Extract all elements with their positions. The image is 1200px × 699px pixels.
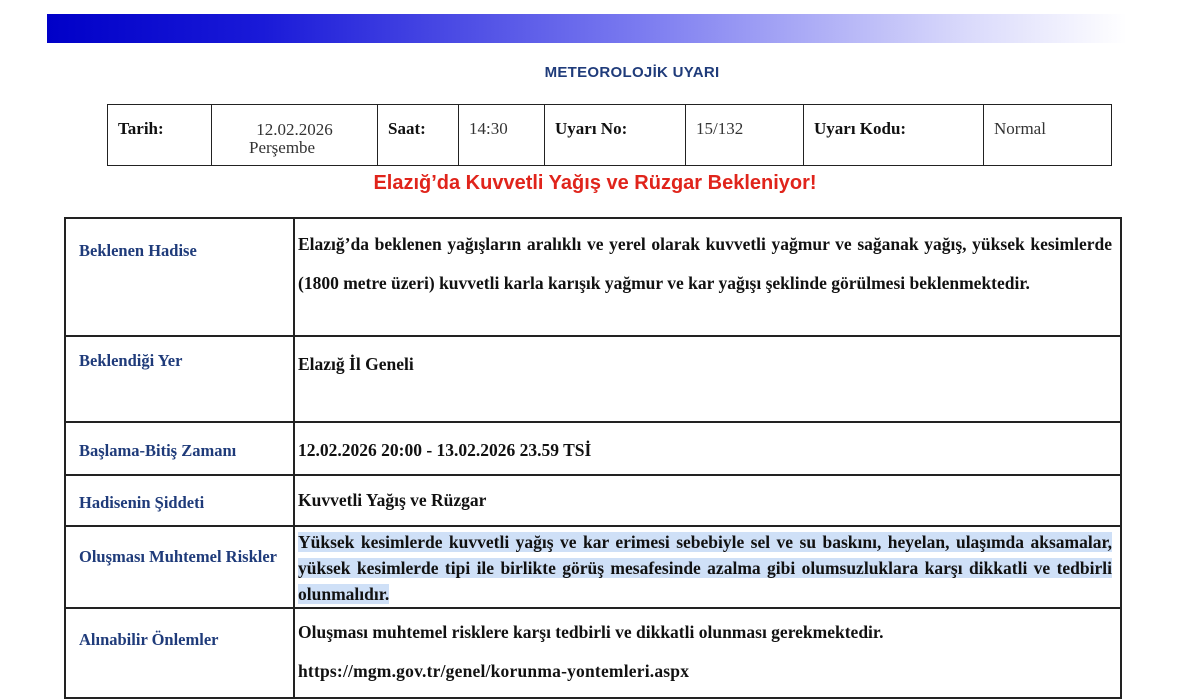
warning-headline: Elazığ’da Kuvvetli Yağış ve Rüzgar Bekleniyor! <box>373 172 817 194</box>
table-row <box>65 608 1121 698</box>
warning-code-label: Uyarı Kodu: <box>804 105 984 166</box>
date-text: 12.02.2026 <box>256 120 333 139</box>
possible-risks-value <box>294 526 1121 608</box>
possible-risks-label: Oluşması Muhtemel Riskler <box>65 526 294 608</box>
expected-event-value: Elazığ’da beklenen yağışların aralıklı ve yerel olarak kuvvetli yağmur ve sağanak yağış, yüksek kesimlerde (1800 metre üzeri) kuvvetli karla karışık yağmur ve kar yağışı şeklinde görülmesi beklenmektedir. <box>294 218 1121 336</box>
warning-number-label: Uyarı No: <box>545 105 686 166</box>
expected-place-label: Beklendiği Yer <box>65 336 294 422</box>
table-row <box>65 475 1121 526</box>
header-gradient-bar <box>47 14 1127 43</box>
precautions-label: Alınabilir Önlemler <box>65 608 294 698</box>
warning-info-table <box>107 104 1112 166</box>
document-title: METEOROLOJİK UYARI <box>544 64 720 81</box>
warning-details-table <box>64 217 1122 699</box>
precautions-text: Oluşması muhtemel risklere karşı tedbirli ve dikkatli olunması gerekmektedir. <box>298 622 884 642</box>
highlighted-risk-text[interactable]: Yüksek kesimlerde kuvvetli yağış ve kar erimesi sebebiyle sel ve su baskını, heyelan, ulaşımda aksamalar, yüksek kesimlerde tipi ile birlikte görüş mesafesinde azalma gibi olumsuzluklara karşı dikkatli ve tedbirli olunmalıdır. <box>298 532 1112 604</box>
date-label: Tarih: <box>108 105 212 166</box>
warning-code-value: Normal <box>984 105 1112 166</box>
table-row <box>65 218 1121 336</box>
day-text: Perşembe <box>249 138 316 157</box>
protection-methods-link[interactable]: https://mgm.gov.tr/genel/korunma-yontemleri.aspx <box>298 661 690 681</box>
start-end-time-value: 12.02.2026 20:00 - 13.02.2026 23.59 TSİ <box>294 422 1121 475</box>
start-end-time-label: Başlama-Bitiş Zamanı <box>65 422 294 475</box>
table-row <box>65 526 1121 608</box>
time-value: 14:30 <box>459 105 545 166</box>
time-label: Saat: <box>378 105 459 166</box>
severity-label: Hadisenin Şiddeti <box>65 475 294 526</box>
expected-event-label: Beklenen Hadise <box>65 218 294 336</box>
expected-place-value: Elazığ İl Geneli <box>294 336 1121 422</box>
table-row <box>65 422 1121 475</box>
date-value <box>212 105 378 166</box>
info-row <box>108 105 1112 166</box>
severity-value: Kuvvetli Yağış ve Rüzgar <box>294 475 1121 526</box>
precautions-value <box>294 608 1121 698</box>
table-row <box>65 336 1121 422</box>
warning-number-value: 15/132 <box>686 105 804 166</box>
